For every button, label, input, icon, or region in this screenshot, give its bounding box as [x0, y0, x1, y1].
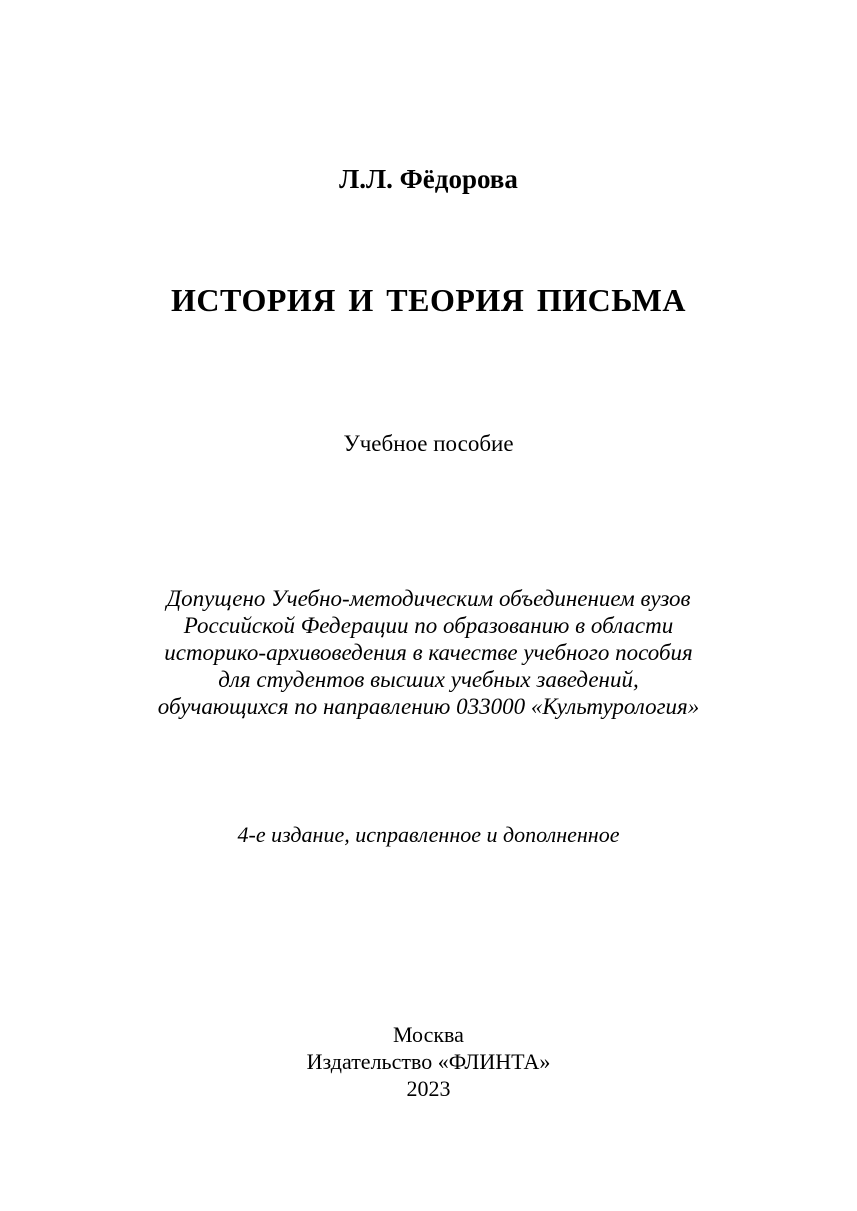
approval-line: историко-архивоведения в качестве учебного пособия	[164, 640, 693, 665]
approval-line: обучающихся по направлению 033000 «Культурология»	[157, 694, 700, 719]
approval-line: Допущено Учебно-методическим объединением вузов	[166, 586, 691, 611]
imprint-city: Москва	[393, 1022, 464, 1047]
edition-note: 4-е издание, исправленное и дополненное	[237, 822, 620, 847]
approval-line: Российской Федерации по образованию в области	[183, 613, 674, 638]
imprint	[0, 1021, 857, 1102]
imprint-year: 2023	[406, 1076, 451, 1101]
approval-statement	[0, 585, 857, 720]
book-title: ИСТОРИЯ И ТЕОРИЯ ПИСЬМА	[171, 282, 686, 318]
imprint-publisher: Издательство «ФЛИНТА»	[306, 1049, 551, 1074]
author-name: Л.Л. Фёдорова	[339, 164, 518, 194]
approval-line: для студентов высших учебных заведений,	[218, 667, 639, 692]
book-subtitle: Учебное пособие	[343, 431, 514, 456]
